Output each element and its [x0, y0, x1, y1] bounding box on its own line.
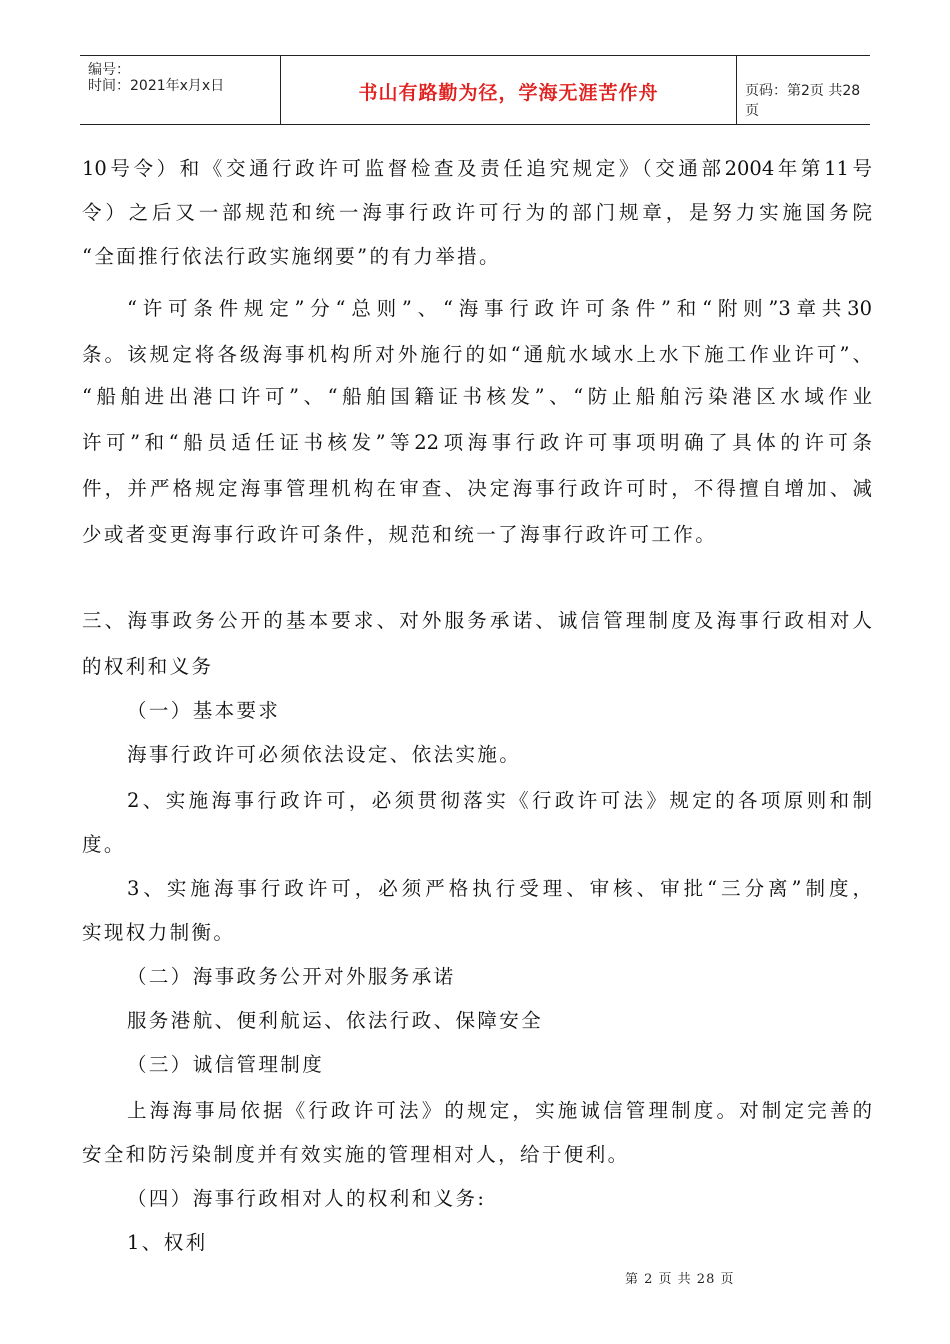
section-heading: 的权利和义务 — [82, 655, 214, 678]
header-slogan: 书山有路勤为径，学海无涯苦作舟 — [358, 82, 659, 104]
subsection-heading: （三）诚信管理制度 — [127, 1053, 325, 1076]
subsection-heading: （二）海事政务公开对外服务承诺 — [127, 965, 456, 988]
header-table — [80, 55, 870, 125]
header-slogan-cell — [280, 56, 737, 124]
body-line: 3、实施海事行政许可，必须严格执行受理、审核、审批“三分离”制度， — [127, 877, 872, 900]
document-number-label: 编号： — [88, 62, 130, 78]
section-heading: 三、海事政务公开的基本要求、对外服务承诺、诚信管理制度及海事行政相对人 — [82, 609, 872, 632]
body-line: 许可”和“船员适任证书核发”等22项海事行政许可事项明确了具体的许可条 — [82, 431, 872, 454]
body-line: 度。 — [82, 833, 126, 856]
body-line: 条。该规定将各级海事机构所对外施行的如“通航水域水上水下施工作业许可”、 — [82, 343, 872, 366]
body-line: 实现权力制衡。 — [82, 921, 236, 944]
page-footer: 第 2 页 共 28 页 — [625, 1272, 735, 1287]
header-page-number: 页码：第2页 共28页 — [745, 83, 861, 119]
body-line: 2、实施海事行政许可，必须贯彻落实《行政许可法》规定的各项原则和制 — [127, 789, 872, 812]
subsection-heading: （四）海事行政相对人的权利和义务: — [127, 1187, 487, 1210]
body-line: “许可条件规定”分“总则”、“海事行政许可条件”和“附则”3章共30 — [127, 297, 872, 320]
body-line: “船舶进出港口许可”、“船舶国籍证书核发”、“防止船舶污染港区水域作业 — [82, 385, 872, 408]
body-line: 件，并严格规定海事管理机构在审查、决定海事行政许可时，不得擅自增加、减 — [82, 477, 872, 500]
header-meta-cell — [80, 56, 280, 124]
body-line: “全面推行依法行政实施纲要”的有力举措。 — [82, 245, 501, 268]
document-time-label: 时间：2021年x月x日 — [88, 78, 225, 94]
header-page-cell — [737, 56, 870, 124]
body-line: 上海海事局依据《行政许可法》的规定，实施诚信管理制度。对制定完善的 — [127, 1099, 872, 1122]
body-line: 海事行政许可必须依法设定、依法实施。 — [127, 743, 522, 766]
subsection-heading: （一）基本要求 — [127, 699, 281, 722]
body-line: 1、权利 — [127, 1231, 208, 1254]
body-line: 令）之后又一部规范和统一海事行政许可行为的部门规章，是努力实施国务院 — [82, 201, 872, 224]
body-line: 服务港航、便利航运、依法行政、保障安全 — [127, 1009, 544, 1032]
body-line: 少或者变更海事行政许可条件，规范和统一了海事行政许可工作。 — [82, 523, 718, 546]
body-line: 安全和防污染制度并有效实施的管理相对人，给于便利。 — [82, 1143, 630, 1166]
body-line: 10号令）和《交通行政许可监督检查及责任追究规定》（交通部2004年第11号 — [82, 157, 872, 180]
